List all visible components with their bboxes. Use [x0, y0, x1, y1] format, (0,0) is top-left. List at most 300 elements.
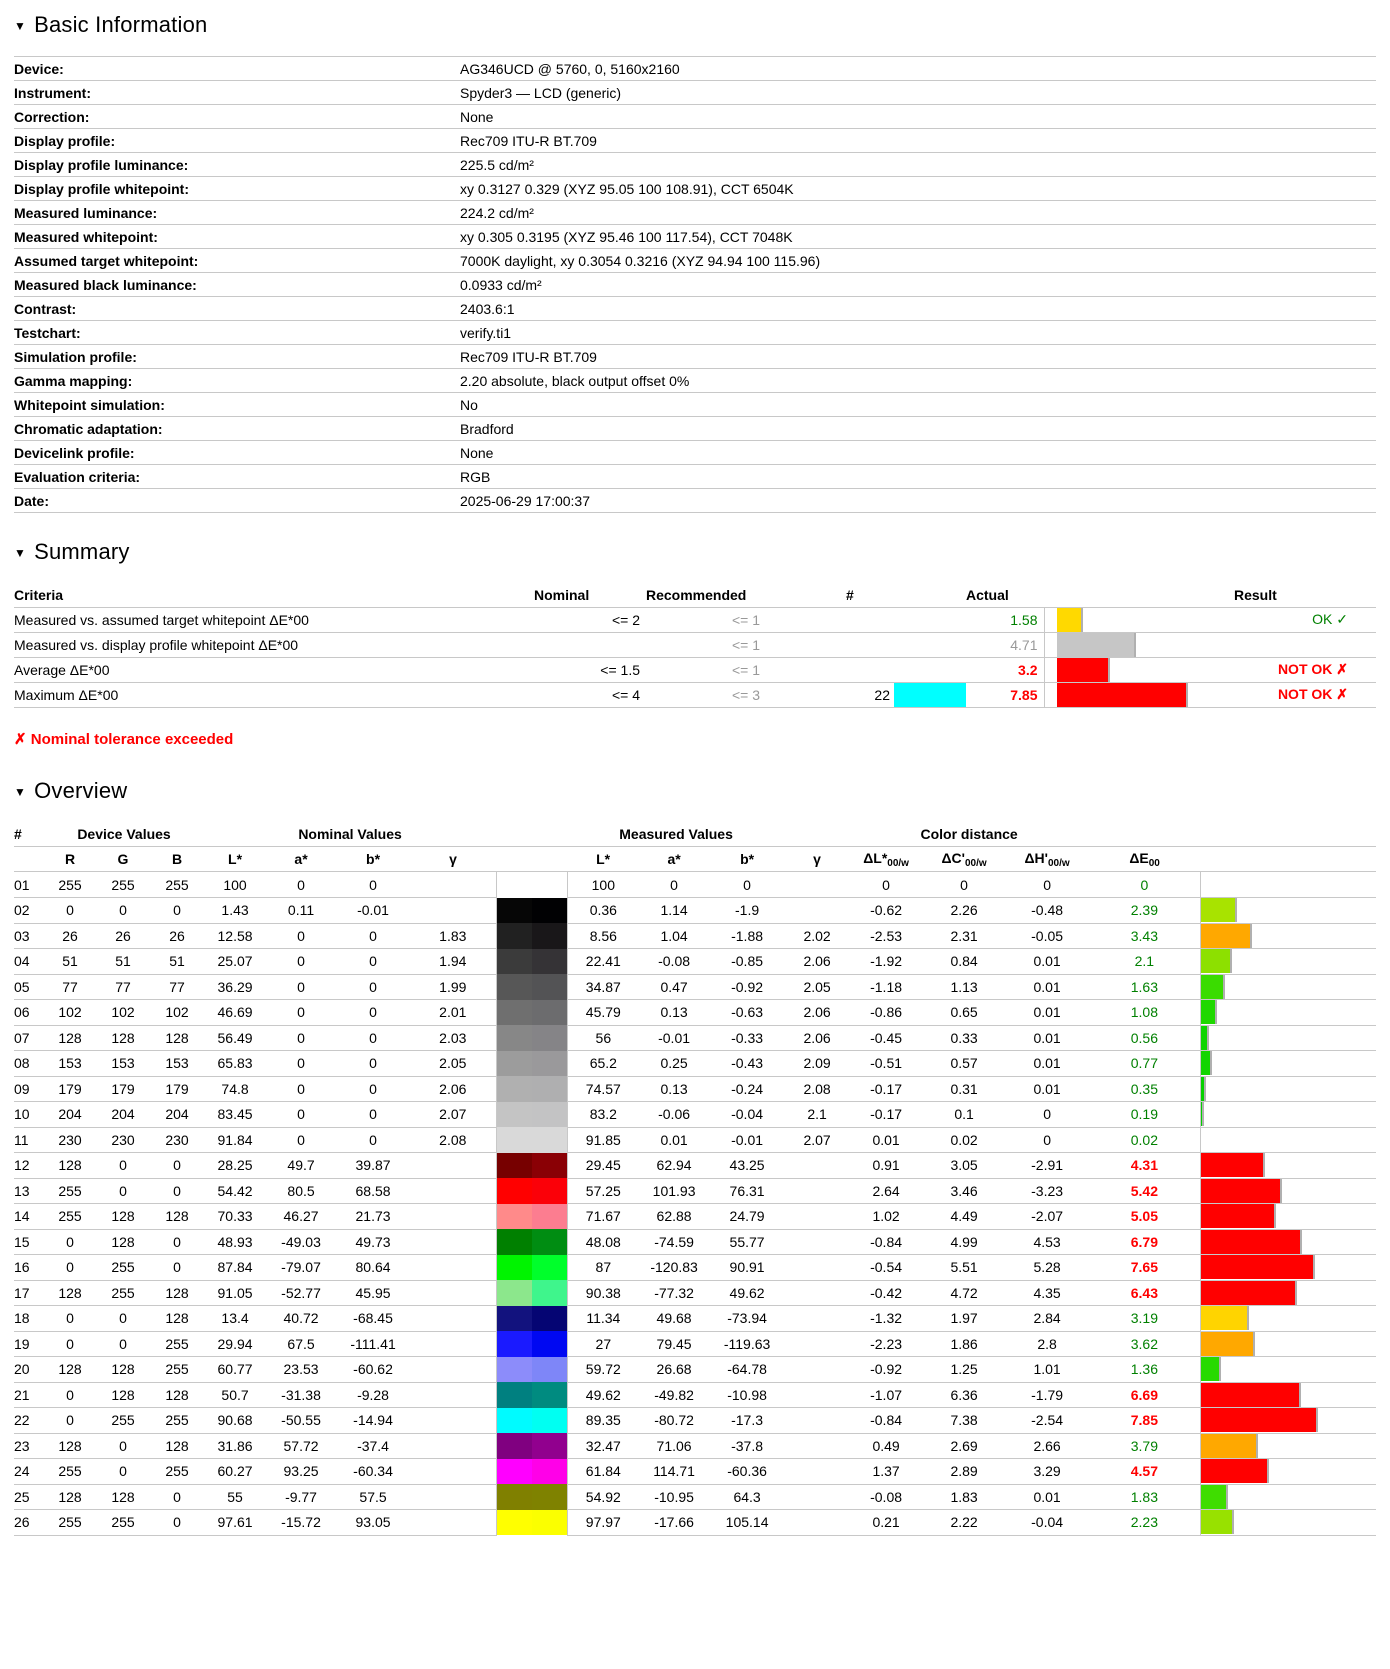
cell-nominal-b: -14.94 — [336, 1408, 410, 1434]
cell-nominal-gamma: 1.99 — [410, 974, 496, 1000]
cell-measured-l: 71.67 — [567, 1204, 639, 1230]
patch-measured-half — [532, 974, 567, 1000]
cell-index: 24 — [14, 1459, 44, 1485]
cell-delta-l: -2.23 — [849, 1331, 923, 1357]
cell-delta-c: 1.25 — [923, 1357, 1005, 1383]
cell-measured-l: 45.79 — [567, 1000, 639, 1026]
summary-recommended: <= 1 — [646, 607, 846, 632]
patch-nominal-half — [497, 1229, 532, 1255]
basic-info-label: Display profile luminance: — [14, 153, 460, 177]
cell-measured-gamma — [785, 1255, 849, 1281]
patch-swatch — [497, 1484, 567, 1510]
de-bar — [1201, 1459, 1270, 1483]
overview-table — [14, 822, 1376, 1536]
cell-measured-l: 0.36 — [567, 898, 639, 924]
patch-measured-half — [532, 1204, 567, 1230]
de-bar-cell — [1200, 1382, 1376, 1408]
cell-measured-b: 64.3 — [709, 1484, 785, 1510]
cell-device-r: 153 — [44, 1051, 96, 1077]
patch-swatch-cell — [496, 1357, 567, 1383]
cell-delta-e: 4.57 — [1089, 1459, 1200, 1485]
cell-delta-c: 1.13 — [923, 974, 1005, 1000]
cell-device-g: 26 — [96, 923, 150, 949]
de-bar — [1201, 1383, 1301, 1407]
cell-measured-b: 24.79 — [709, 1204, 785, 1230]
cell-measured-gamma — [785, 1408, 849, 1434]
patch-swatch — [497, 1000, 567, 1026]
patch-swatch-cell — [496, 1510, 567, 1536]
summary-recommended: <= 3 — [646, 682, 846, 707]
cell-delta-l: 0.91 — [849, 1153, 923, 1179]
patch-swatch — [497, 1433, 567, 1459]
patch-swatch — [497, 1357, 567, 1383]
cell-nominal-l: 25.07 — [204, 949, 266, 975]
basic-information-title: Basic Information — [34, 12, 208, 37]
cell-measured-a: -49.82 — [639, 1382, 709, 1408]
patch-nominal-half — [497, 1306, 532, 1332]
patch-measured-half — [532, 1153, 567, 1179]
overview-row — [14, 872, 1376, 898]
cell-device-b: 0 — [150, 1229, 204, 1255]
patch-swatch — [497, 898, 567, 924]
basic-info-row — [14, 105, 1376, 129]
basic-info-label: Whitepoint simulation: — [14, 393, 460, 417]
cell-delta-l: 0.21 — [849, 1510, 923, 1536]
cell-measured-a: -120.83 — [639, 1255, 709, 1281]
summary-bar-cell — [1044, 607, 1234, 632]
summary-criteria: Maximum ΔE*00 — [14, 682, 534, 707]
cell-measured-l: 32.47 — [567, 1433, 639, 1459]
cell-delta-e: 1.08 — [1089, 1000, 1200, 1026]
overview-row — [14, 1127, 1376, 1153]
basic-info-row — [14, 129, 1376, 153]
cell-measured-gamma — [785, 1204, 849, 1230]
cell-index: 21 — [14, 1382, 44, 1408]
cell-device-g: 0 — [96, 1153, 150, 1179]
summary-color-swatch — [894, 683, 966, 707]
overview-row — [14, 1408, 1376, 1434]
cell-delta-h: 5.28 — [1005, 1255, 1089, 1281]
cell-nominal-l: 46.69 — [204, 1000, 266, 1026]
cell-delta-e: 0.77 — [1089, 1051, 1200, 1077]
delta-c-sub: 00/w — [964, 857, 987, 869]
cell-measured-gamma — [785, 1229, 849, 1255]
cell-nominal-gamma — [410, 1382, 496, 1408]
overview-sub-header-row — [14, 847, 1376, 872]
patch-nominal-half — [497, 1178, 532, 1204]
basic-info-value: verify.ti1 — [460, 321, 1376, 345]
summary-table — [14, 583, 1376, 708]
patch-measured-half — [532, 1076, 567, 1102]
de-bar-cell — [1200, 1229, 1376, 1255]
patch-measured-half — [532, 1025, 567, 1051]
patch-measured-half — [532, 1331, 567, 1357]
basic-info-label: Simulation profile: — [14, 345, 460, 369]
basic-info-row — [14, 465, 1376, 489]
cell-measured-a: -0.08 — [639, 949, 709, 975]
de-bar — [1201, 1332, 1255, 1356]
cell-nominal-l: 60.77 — [204, 1357, 266, 1383]
cell-device-r: 51 — [44, 949, 96, 975]
cell-index: 05 — [14, 974, 44, 1000]
cell-nominal-a: 0 — [266, 949, 336, 975]
overview-row — [14, 1382, 1376, 1408]
cell-measured-a: -0.06 — [639, 1102, 709, 1128]
cell-delta-h: 2.84 — [1005, 1306, 1089, 1332]
cell-device-g: 204 — [96, 1102, 150, 1128]
overview-subheader-col-nominal-a: a* — [266, 847, 336, 872]
cell-nominal-a: -31.38 — [266, 1382, 336, 1408]
patch-swatch — [497, 872, 567, 898]
cell-measured-b: -119.63 — [709, 1331, 785, 1357]
cell-measured-b: -0.01 — [709, 1127, 785, 1153]
patch-swatch — [497, 1178, 567, 1204]
cell-delta-c: 7.38 — [923, 1408, 1005, 1434]
de-bar-cell — [1200, 1357, 1376, 1383]
cell-nominal-a: 49.7 — [266, 1153, 336, 1179]
overview-subheader-patch-blank — [496, 847, 567, 872]
cell-index: 16 — [14, 1255, 44, 1281]
patch-measured-half — [532, 1408, 567, 1434]
basic-info-value: None — [460, 105, 1376, 129]
patch-measured-half — [532, 1484, 567, 1510]
cell-nominal-a: 0 — [266, 1025, 336, 1051]
cell-device-r: 0 — [44, 898, 96, 924]
basic-info-value: 0.0933 cd/m² — [460, 273, 1376, 297]
delta-h-sub: 00/w — [1048, 857, 1070, 869]
patch-measured-half — [532, 1000, 567, 1026]
cell-measured-l: 49.62 — [567, 1382, 639, 1408]
cell-nominal-l: 90.68 — [204, 1408, 266, 1434]
cell-measured-b: -0.33 — [709, 1025, 785, 1051]
cell-nominal-b: -37.4 — [336, 1433, 410, 1459]
overview-row — [14, 1510, 1376, 1536]
cell-index: 08 — [14, 1051, 44, 1077]
cell-measured-b: -73.94 — [709, 1306, 785, 1332]
cell-index: 11 — [14, 1127, 44, 1153]
cell-delta-l: -2.53 — [849, 923, 923, 949]
cell-nominal-b: -111.41 — [336, 1331, 410, 1357]
overview-subheader-delta-c — [923, 847, 1005, 872]
overview-row — [14, 1000, 1376, 1026]
cell-device-g: 255 — [96, 1280, 150, 1306]
de-bar — [1201, 1153, 1266, 1177]
cell-device-g: 255 — [96, 1408, 150, 1434]
cell-nominal-a: 93.25 — [266, 1459, 336, 1485]
summary-criteria: Measured vs. assumed target whitepoint ΔE*00 — [14, 607, 534, 632]
cell-device-r: 0 — [44, 1229, 96, 1255]
delta-c-main: ΔC' — [941, 849, 965, 866]
de-bar — [1201, 1051, 1213, 1075]
cell-nominal-l: 60.27 — [204, 1459, 266, 1485]
cell-delta-h: -1.79 — [1005, 1382, 1089, 1408]
cell-index: 12 — [14, 1153, 44, 1179]
cell-delta-c: 0.33 — [923, 1025, 1005, 1051]
summary-count — [846, 607, 894, 632]
cell-device-b: 77 — [150, 974, 204, 1000]
cell-measured-b: -0.04 — [709, 1102, 785, 1128]
overview-header-patch-spacer — [496, 822, 567, 847]
overview-row — [14, 1204, 1376, 1230]
basic-info-label: Devicelink profile: — [14, 441, 460, 465]
cell-device-g: 77 — [96, 974, 150, 1000]
cell-nominal-a: -50.55 — [266, 1408, 336, 1434]
cell-measured-a: 1.04 — [639, 923, 709, 949]
cell-nominal-gamma — [410, 1255, 496, 1281]
basic-information-table — [14, 56, 1376, 513]
cell-measured-gamma — [785, 1357, 849, 1383]
cell-delta-c: 1.83 — [923, 1484, 1005, 1510]
cell-nominal-l: 97.61 — [204, 1510, 266, 1536]
cell-nominal-l: 91.84 — [204, 1127, 266, 1153]
cell-nominal-b: 0 — [336, 949, 410, 975]
cell-delta-h: -2.91 — [1005, 1153, 1089, 1179]
patch-swatch — [497, 1076, 567, 1102]
summary-row — [14, 657, 1376, 682]
cell-measured-l: 57.25 — [567, 1178, 639, 1204]
basic-info-value: Bradford — [460, 417, 1376, 441]
basic-info-value: 2.20 absolute, black output offset 0% — [460, 369, 1376, 393]
cell-measured-a: 0.25 — [639, 1051, 709, 1077]
cell-nominal-a: -52.77 — [266, 1280, 336, 1306]
cell-delta-e: 0.19 — [1089, 1102, 1200, 1128]
patch-swatch-cell — [496, 1306, 567, 1332]
cell-delta-c: 4.49 — [923, 1204, 1005, 1230]
cell-measured-l: 56 — [567, 1025, 639, 1051]
overview-subheader-col-measured-b: b* — [709, 847, 785, 872]
summary-nominal — [534, 632, 646, 657]
patch-swatch-cell — [496, 1484, 567, 1510]
cell-measured-gamma: 2.02 — [785, 923, 849, 949]
cell-device-g: 0 — [96, 1459, 150, 1485]
cell-nominal-b: -60.34 — [336, 1459, 410, 1485]
basic-info-label: Measured whitepoint: — [14, 225, 460, 249]
cell-device-b: 0 — [150, 1510, 204, 1536]
cell-delta-l: -0.84 — [849, 1229, 923, 1255]
basic-info-value: RGB — [460, 465, 1376, 489]
cell-delta-h: -0.04 — [1005, 1510, 1089, 1536]
cell-delta-l: 1.37 — [849, 1459, 923, 1485]
cell-measured-b: -10.98 — [709, 1382, 785, 1408]
cell-device-g: 51 — [96, 949, 150, 975]
cell-device-g: 0 — [96, 1306, 150, 1332]
summary-criteria: Average ΔE*00 — [14, 657, 534, 682]
cell-delta-h: 4.53 — [1005, 1229, 1089, 1255]
basic-info-row — [14, 489, 1376, 513]
cell-delta-h: 0 — [1005, 1102, 1089, 1128]
cell-measured-a: -10.95 — [639, 1484, 709, 1510]
cell-device-b: 230 — [150, 1127, 204, 1153]
overview-header-device-values: Device Values — [44, 822, 204, 847]
de-bar-cell — [1200, 1000, 1376, 1026]
cell-delta-c: 5.51 — [923, 1255, 1005, 1281]
section-basic-information-toggle[interactable] — [14, 12, 1376, 38]
cell-delta-e: 0.02 — [1089, 1127, 1200, 1153]
basic-info-label: Measured luminance: — [14, 201, 460, 225]
cell-device-r: 255 — [44, 1204, 96, 1230]
cell-device-b: 51 — [150, 949, 204, 975]
patch-swatch — [497, 1102, 567, 1128]
cell-delta-c: 6.36 — [923, 1382, 1005, 1408]
patch-nominal-half — [497, 1051, 532, 1077]
cell-device-b: 0 — [150, 1178, 204, 1204]
cell-device-r: 128 — [44, 1153, 96, 1179]
basic-info-row — [14, 201, 1376, 225]
summary-swatch-cell — [894, 657, 966, 682]
basic-info-row — [14, 225, 1376, 249]
cell-device-g: 128 — [96, 1357, 150, 1383]
cell-device-r: 128 — [44, 1484, 96, 1510]
patch-nominal-half — [497, 974, 532, 1000]
cell-nominal-a: -79.07 — [266, 1255, 336, 1281]
delta-l-main: ΔL* — [863, 849, 888, 866]
cell-measured-l: 91.85 — [567, 1127, 639, 1153]
overview-header-hash: # — [14, 822, 44, 847]
overview-row — [14, 974, 1376, 1000]
cell-index: 20 — [14, 1357, 44, 1383]
basic-info-row — [14, 345, 1376, 369]
cell-nominal-gamma — [410, 1331, 496, 1357]
overview-title: Overview — [34, 777, 128, 803]
patch-swatch-cell — [496, 923, 567, 949]
basic-info-row — [14, 297, 1376, 321]
overview-row — [14, 1459, 1376, 1485]
cell-nominal-gamma — [410, 1204, 496, 1230]
patch-nominal-half — [497, 1076, 532, 1102]
basic-info-label: Testchart: — [14, 321, 460, 345]
cell-measured-a: -77.32 — [639, 1280, 709, 1306]
de-bar-cell — [1200, 1280, 1376, 1306]
cell-nominal-b: -68.45 — [336, 1306, 410, 1332]
patch-nominal-half — [497, 1000, 532, 1026]
overview-subheader-blank — [14, 847, 44, 872]
cell-delta-h: 0.01 — [1005, 1484, 1089, 1510]
cell-measured-l: 22.41 — [567, 949, 639, 975]
cell-device-b: 128 — [150, 1280, 204, 1306]
basic-info-label: Gamma mapping: — [14, 369, 460, 393]
cell-delta-e: 3.43 — [1089, 923, 1200, 949]
patch-swatch-cell — [496, 1459, 567, 1485]
cell-nominal-b: 0 — [336, 1076, 410, 1102]
cell-delta-h: -2.07 — [1005, 1204, 1089, 1230]
cell-device-r: 0 — [44, 1255, 96, 1281]
cell-measured-a: 49.68 — [639, 1306, 709, 1332]
cell-measured-a: -74.59 — [639, 1229, 709, 1255]
cell-measured-l: 59.72 — [567, 1357, 639, 1383]
patch-nominal-half — [497, 1357, 532, 1383]
summary-header-swatch-spacer — [894, 583, 966, 607]
cell-delta-e: 6.69 — [1089, 1382, 1200, 1408]
cell-device-b: 255 — [150, 1357, 204, 1383]
de-bar — [1201, 1204, 1277, 1228]
cell-index: 18 — [14, 1306, 44, 1332]
de-bar-cell — [1200, 1127, 1376, 1153]
summary-bar-cell — [1044, 632, 1234, 657]
cell-device-r: 0 — [44, 1408, 96, 1434]
cell-measured-l: 87 — [567, 1255, 639, 1281]
cell-measured-a: 0.13 — [639, 1076, 709, 1102]
overview-subheader-col-nominal-gamma: γ — [410, 847, 496, 872]
overview-header-color-distance: Color distance — [849, 822, 1089, 847]
patch-swatch-cell — [496, 1408, 567, 1434]
summary-result — [1234, 632, 1376, 657]
cell-delta-c: 4.72 — [923, 1280, 1005, 1306]
cell-nominal-gamma — [410, 872, 496, 898]
cell-device-r: 255 — [44, 1178, 96, 1204]
basic-info-value: No — [460, 393, 1376, 417]
cell-delta-e: 0 — [1089, 872, 1200, 898]
cell-measured-l: 65.2 — [567, 1051, 639, 1077]
cell-delta-c: 3.46 — [923, 1178, 1005, 1204]
cell-measured-a: -80.72 — [639, 1408, 709, 1434]
summary-swatch-cell — [894, 607, 966, 632]
cell-nominal-b: 93.05 — [336, 1510, 410, 1536]
cell-nominal-b: 0 — [336, 1000, 410, 1026]
cell-nominal-a: 0 — [266, 1000, 336, 1026]
section-overview-toggle[interactable] — [14, 778, 1376, 804]
de-bar — [1201, 1408, 1319, 1432]
cell-nominal-l: 65.83 — [204, 1051, 266, 1077]
cell-nominal-gamma — [410, 1153, 496, 1179]
cell-nominal-b: 80.64 — [336, 1255, 410, 1281]
patch-nominal-half — [497, 1280, 532, 1306]
cell-index: 02 — [14, 898, 44, 924]
cell-nominal-a: 40.72 — [266, 1306, 336, 1332]
cell-delta-l: -0.17 — [849, 1076, 923, 1102]
cell-nominal-gamma — [410, 898, 496, 924]
cell-nominal-b: 68.58 — [336, 1178, 410, 1204]
cell-device-r: 230 — [44, 1127, 96, 1153]
cell-nominal-b: -0.01 — [336, 898, 410, 924]
patch-measured-half — [532, 1178, 567, 1204]
basic-info-label: Device: — [14, 57, 460, 81]
summary-row — [14, 607, 1376, 632]
cell-nominal-a: 0 — [266, 1051, 336, 1077]
cell-nominal-b: 0 — [336, 974, 410, 1000]
de-bar — [1201, 1255, 1316, 1279]
patch-swatch-cell — [496, 1076, 567, 1102]
patch-nominal-half — [497, 1484, 532, 1510]
patch-swatch — [497, 1510, 567, 1536]
cell-device-r: 255 — [44, 1459, 96, 1485]
cell-measured-a: 114.71 — [639, 1459, 709, 1485]
cell-measured-b: -37.8 — [709, 1433, 785, 1459]
basic-info-label: Correction: — [14, 105, 460, 129]
cell-device-g: 230 — [96, 1127, 150, 1153]
cell-nominal-a: 0 — [266, 1127, 336, 1153]
cell-measured-l: 11.34 — [567, 1306, 639, 1332]
cell-delta-e: 0.56 — [1089, 1025, 1200, 1051]
cell-delta-h: 2.8 — [1005, 1331, 1089, 1357]
cell-index: 22 — [14, 1408, 44, 1434]
overview-row — [14, 1178, 1376, 1204]
patch-swatch-cell — [496, 1382, 567, 1408]
summary-header-result: Result — [1234, 583, 1376, 607]
section-summary-toggle[interactable] — [14, 539, 1376, 565]
cell-measured-gamma — [785, 872, 849, 898]
cell-delta-e: 1.36 — [1089, 1357, 1200, 1383]
cell-delta-c: 3.05 — [923, 1153, 1005, 1179]
cell-measured-gamma — [785, 1178, 849, 1204]
cell-nominal-gamma — [410, 1433, 496, 1459]
overview-row — [14, 1153, 1376, 1179]
cell-delta-l: 2.64 — [849, 1178, 923, 1204]
patch-swatch-cell — [496, 1204, 567, 1230]
cell-device-r: 0 — [44, 1306, 96, 1332]
cell-nominal-l: 29.94 — [204, 1331, 266, 1357]
cell-nominal-gamma — [410, 1510, 496, 1536]
patch-nominal-half — [497, 1153, 532, 1179]
